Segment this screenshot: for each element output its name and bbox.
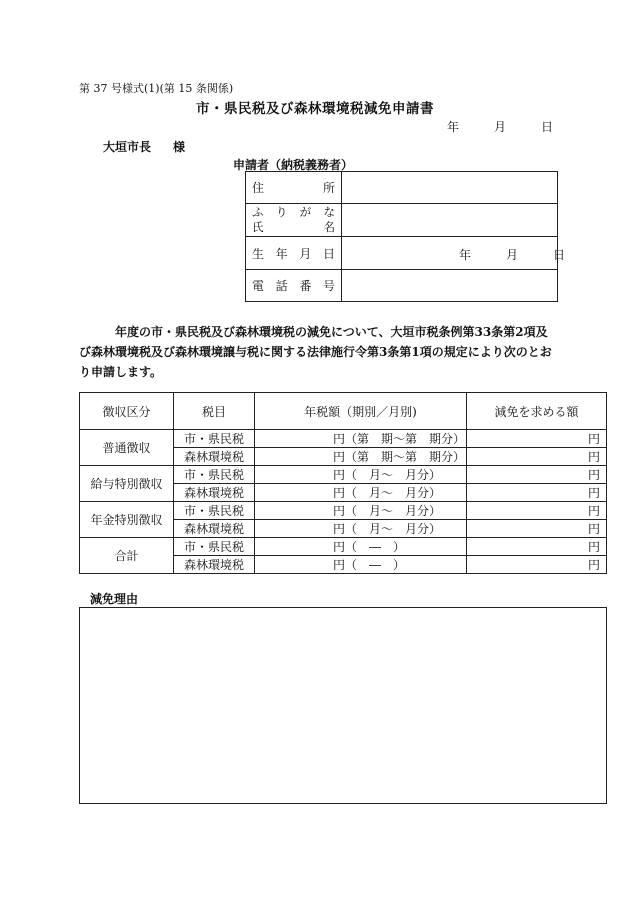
collection-type-cell: 合計	[80, 538, 174, 574]
date-month-label: 月	[494, 120, 507, 134]
tax-item-cell: 森林環境税	[174, 556, 255, 574]
applicant-table	[245, 171, 566, 302]
period-text: （ 月～ 月分）	[345, 522, 442, 536]
date-day-label: 日	[541, 120, 554, 134]
collection-type-cell: 年金特別徴収	[80, 502, 174, 538]
yen-unit: 円	[333, 432, 346, 446]
table-row	[80, 502, 607, 520]
form-number: 第 37 号様式(1)(第 15 条関係)	[79, 82, 234, 95]
header-annual-amount: 年税額（期別／月別)	[255, 393, 467, 430]
phone-row	[246, 270, 558, 302]
birthdate-row	[246, 237, 558, 270]
birth-month-label: 月	[506, 248, 519, 262]
yen-unit: 円	[333, 558, 346, 572]
birthdate-label: 生 年 月 日	[246, 237, 342, 270]
yen-unit: 円	[333, 504, 346, 518]
header-reduction-amount: 減免を求める額	[467, 393, 607, 430]
phone-input[interactable]	[342, 270, 558, 302]
birth-year-label: 年	[459, 248, 472, 262]
annual-amount-cell[interactable]	[255, 556, 467, 574]
applicant-label: 申請者（納税義務者）	[233, 158, 354, 172]
tax-table	[79, 392, 607, 574]
annual-amount-cell[interactable]	[255, 430, 467, 448]
yen-unit: 円	[587, 468, 600, 482]
annual-amount-cell[interactable]	[255, 538, 467, 556]
yen-unit: 円	[333, 486, 346, 500]
birthdate-input[interactable]	[342, 237, 566, 270]
yen-unit: 円	[587, 432, 600, 446]
reduction-amount-cell[interactable]	[467, 538, 607, 556]
period-text: （ ― ）	[345, 540, 406, 554]
application-statement: 年度の市・県民税及び森林環境税の減免について、大垣市税条例第33条第2項及び森林環境税及び森林環境譲与税に関する法律施行令第3条第1項の規定により次のとおり申請します。	[79, 325, 552, 379]
reduction-amount-cell[interactable]	[467, 502, 607, 520]
yen-unit: 円	[587, 522, 600, 536]
annual-amount-cell[interactable]	[255, 520, 467, 538]
table-row	[80, 430, 607, 448]
yen-unit: 円	[587, 450, 600, 464]
yen-unit: 円	[587, 504, 600, 518]
yen-unit: 円	[333, 522, 346, 536]
reduction-amount-cell[interactable]	[467, 448, 607, 466]
annual-amount-cell[interactable]	[255, 466, 467, 484]
addressee-honorific: 様	[173, 140, 186, 154]
reduction-amount-cell[interactable]	[467, 430, 607, 448]
tax-item-cell: 森林環境税	[174, 484, 255, 502]
period-text: （ ― ）	[345, 558, 406, 572]
address-input[interactable]	[342, 172, 558, 204]
tax-item-cell: 市・県民税	[174, 430, 255, 448]
collection-type-cell: 普通徴収	[80, 430, 174, 466]
annual-amount-cell[interactable]	[255, 484, 467, 502]
tax-item-cell: 森林環境税	[174, 520, 255, 538]
period-text: （ 月～ 月分）	[345, 486, 442, 500]
annual-amount-cell[interactable]	[255, 448, 467, 466]
tax-item-cell: 市・県民税	[174, 466, 255, 484]
period-text: （ 月～ 月分）	[345, 468, 442, 482]
name-row	[246, 204, 558, 237]
address-label: 住 所	[246, 172, 342, 204]
period-text: （第 期～第 期分）	[345, 450, 466, 464]
yen-unit: 円	[333, 450, 346, 464]
reduction-amount-cell[interactable]	[467, 556, 607, 574]
addressee	[103, 138, 185, 155]
reduction-amount-cell[interactable]	[467, 520, 607, 538]
reason-input[interactable]	[79, 607, 607, 804]
birth-day-label: 日	[553, 248, 566, 262]
tax-item-cell: 市・県民税	[174, 538, 255, 556]
tax-table-header	[80, 393, 607, 430]
reason-label: 減免理由	[90, 592, 139, 606]
tax-item-cell: 森林環境税	[174, 448, 255, 466]
collection-type-cell: 給与特別徴収	[80, 466, 174, 502]
name-label: ふ り が な 氏 名	[246, 204, 342, 237]
reduction-amount-cell[interactable]	[467, 466, 607, 484]
period-text: （第 期～第 期分）	[345, 432, 466, 446]
address-row	[246, 172, 558, 204]
document-title: 市・県民税及び森林環境税減免申請書	[196, 101, 434, 117]
table-row	[80, 538, 607, 556]
annual-amount-cell[interactable]	[255, 502, 467, 520]
header-collection-type: 徴収区分	[80, 393, 174, 430]
period-text: （ 月～ 月分）	[345, 504, 442, 518]
yen-unit: 円	[587, 486, 600, 500]
tax-table-body	[80, 430, 607, 574]
name-input[interactable]	[342, 204, 558, 237]
yen-unit: 円	[587, 558, 600, 572]
header-tax-item: 税目	[174, 393, 255, 430]
table-row	[80, 466, 607, 484]
phone-label: 電 話 番 号	[246, 270, 342, 302]
yen-unit: 円	[333, 468, 346, 482]
yen-unit: 円	[333, 540, 346, 554]
addressee-name: 大垣市長	[103, 140, 152, 154]
tax-item-cell: 市・県民税	[174, 502, 255, 520]
reduction-amount-cell[interactable]	[467, 484, 607, 502]
date-year-label: 年	[447, 120, 460, 134]
yen-unit: 円	[587, 540, 600, 554]
